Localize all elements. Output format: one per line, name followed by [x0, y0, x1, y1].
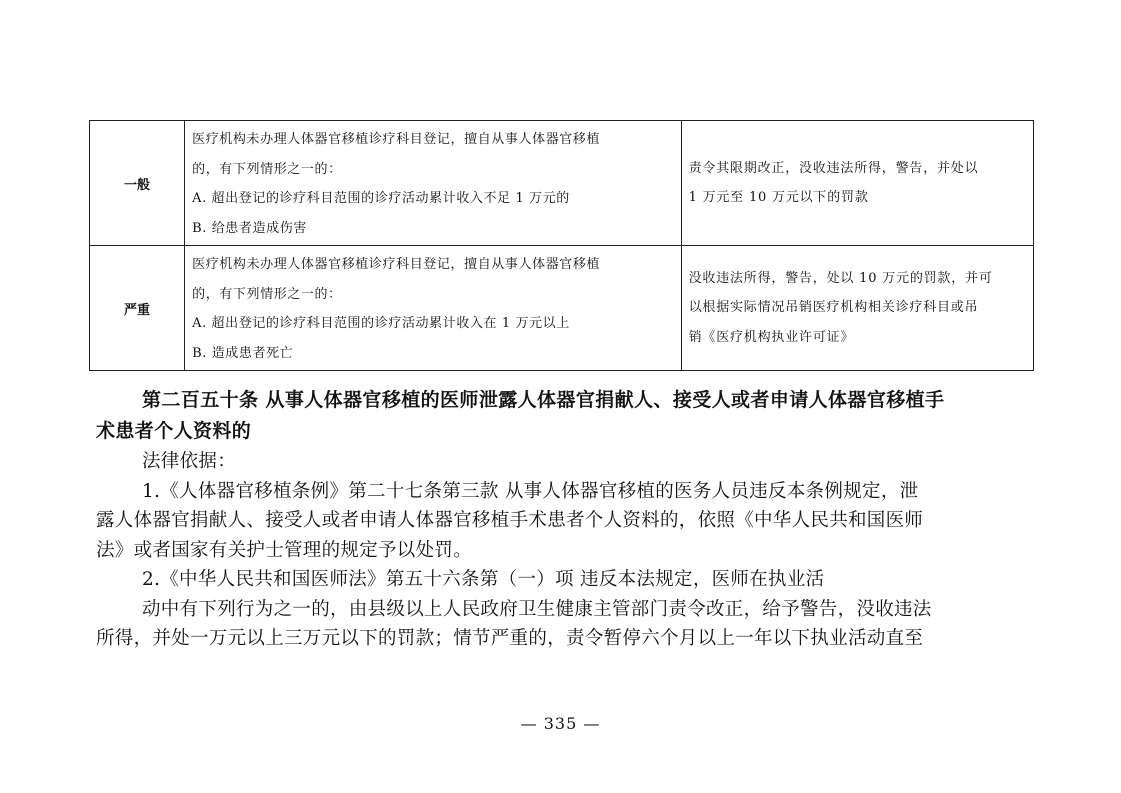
basis-line: 2.《中华人民共和国医师法》第五十六条第（一）项 违反本法规定，医师在执业活 [142, 569, 825, 590]
penalty-line: 以根据实际情况吊销医疗机构相关诊疗科目或吊 [688, 300, 979, 316]
penalty-line: 1 万元至 10 万元以下的罚款 [688, 190, 869, 205]
table-row [90, 246, 1034, 371]
basis-line: 法》或者国家有关护士管理的规定予以处罚。 [96, 539, 473, 561]
condition-line: B. 给患者造成伤害 [192, 220, 307, 236]
condition-line: A. 超出登记的诊疗科目范围的诊疗活动累计收入不足 1 万元的 [192, 191, 570, 206]
article-title-line: 第二百五十条 从事人体器官移植的医师泄露人体器官捐献人、接受人或者申请人体器官移植手 [142, 389, 945, 411]
basis-line: 1.《人体器官移植条例》第二十七条第三款 从事人体器官移植的医务人员违反本条例规定，泄 [142, 480, 919, 502]
level-cell: 一般 [90, 121, 185, 246]
legal-basis-label-text: 法律依据： [142, 451, 237, 472]
legal-basis-1 [96, 477, 1030, 566]
condition-line: 的，有下列情形之一的： [192, 161, 342, 177]
condition-line: A. 超出登记的诊疗科目范围的诊疗活动累计收入在 1 万元以上 [192, 316, 570, 331]
basis-line: 露人体器官捐献人、接受人或者申请人体器官移植手术患者个人资料的，依照《中华人民共和国医师 [96, 510, 924, 531]
penalty-line: 没收违法所得，警告，处以 10 万元的罚款，并可 [688, 270, 993, 286]
condition-line: 的，有下列情形之一的： [192, 286, 342, 302]
page-number: — 335 — [520, 714, 601, 733]
basis-line: 动中有下列行为之一的，由县级以上人民政府卫生健康主管部门责令改正，给予警告，没收违法 [142, 598, 932, 620]
basis-line: 所得，并处一万元以上三万元以下的罚款；情节严重的，责令暂停六个月以上一年以下执业活动直至 [96, 628, 924, 649]
article-section [96, 385, 1030, 654]
table-row [90, 121, 1034, 246]
penalty-line: 销《医疗机构执业许可证》 [688, 329, 855, 345]
legal-basis-label [96, 447, 1030, 477]
condition-line: 医疗机构未办理人体器官移植诊疗科目登记，擅自从事人体器官移植 [192, 257, 601, 272]
level-cell: 严重 [90, 246, 185, 371]
penalty-table [89, 120, 1034, 371]
penalty-cell [681, 246, 1033, 371]
condition-line: B. 造成患者死亡 [192, 345, 294, 361]
penalty-cell [681, 121, 1033, 246]
condition-cell [185, 246, 682, 371]
legal-basis-2 [96, 565, 1030, 654]
article-title [96, 385, 1030, 447]
article-title-line: 术患者个人资料的 [96, 420, 252, 442]
condition-cell [185, 121, 682, 246]
condition-line: 医疗机构未办理人体器官移植诊疗科目登记，擅自从事人体器官移植 [192, 132, 601, 147]
penalty-line: 责令其限期改正，没收违法所得，警告，并处以 [688, 160, 979, 176]
